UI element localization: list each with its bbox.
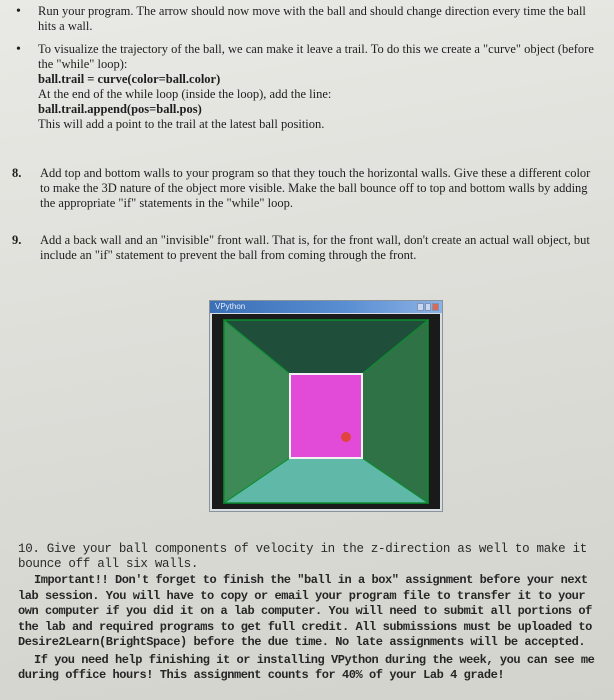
code-line: ball.trail = curve(color=ball.color) bbox=[38, 72, 221, 86]
window-title: VPython bbox=[215, 302, 246, 311]
window-titlebar[interactable] bbox=[210, 301, 442, 313]
item-number: 9. bbox=[12, 233, 22, 247]
item-10: 10. Give your ball components of velocity in the z-direction as well to make it bounce off all six walls. bbox=[18, 542, 587, 571]
item-number: 8. bbox=[12, 166, 22, 180]
ball bbox=[341, 432, 351, 442]
item-9 bbox=[12, 233, 598, 263]
item-8 bbox=[12, 166, 598, 211]
3d-box-scene bbox=[212, 314, 440, 509]
bullet-dot-icon: • bbox=[16, 42, 21, 57]
close-icon[interactable] bbox=[432, 303, 439, 311]
instruction-line: This will add a point to the trail at the latest ball position. bbox=[38, 117, 325, 131]
important-notes bbox=[18, 573, 603, 684]
bullet-text: Run your program. The arrow should now move with the ball and should change direction every time the ball hits a wall. bbox=[38, 4, 586, 33]
back-wall bbox=[290, 374, 362, 458]
help-paragraph: If you need help finishing it or installing VPython during the week, you can see me during office hours! This assignment counts for 40% of your Lab 4 grade! bbox=[18, 652, 595, 682]
important-paragraph: Important!! Don't forget to finish the "ball in a box" assignment before your next lab session. You will have to copy or email your program file to transfer it to your own computer if you did it on a lab computer. You will need to submit all portions of the lab and required programs to get full credit. All submissions must be uploaded to Desire2Learn(BrightSpace) before the due time. No late assignments will be accepted. bbox=[18, 573, 592, 649]
window-controls bbox=[417, 303, 439, 311]
bullet-dot-icon: • bbox=[16, 4, 21, 19]
item-text: Add top and bottom walls to your program so that they touch the horizontal walls. Give these a different color to make the 3D nature of the object more visible. Make the ball bounce off to top and bottom walls by adding the appropriate "if" statements in the "while" loop. bbox=[40, 166, 591, 210]
code-line: ball.trail.append(pos=ball.pos) bbox=[38, 102, 202, 116]
bullet-run-program bbox=[16, 4, 596, 34]
instruction-line: At the end of the while loop (inside the loop), add the line: bbox=[38, 87, 332, 101]
bullet-trail bbox=[16, 42, 596, 132]
vpython-window bbox=[209, 300, 443, 512]
minimize-icon[interactable] bbox=[417, 303, 424, 311]
bullet-text: To visualize the trajectory of the ball, we can make it leave a trail. To do this we create a "curve" object (before the "while" loop): bbox=[38, 42, 594, 71]
maximize-icon[interactable] bbox=[425, 303, 432, 311]
item-text: Add a back wall and an "invisible" front wall. That is, for the front wall, don't create an actual wall object, but include an "if" statement to prevent the ball from coming through the front. bbox=[40, 233, 590, 262]
